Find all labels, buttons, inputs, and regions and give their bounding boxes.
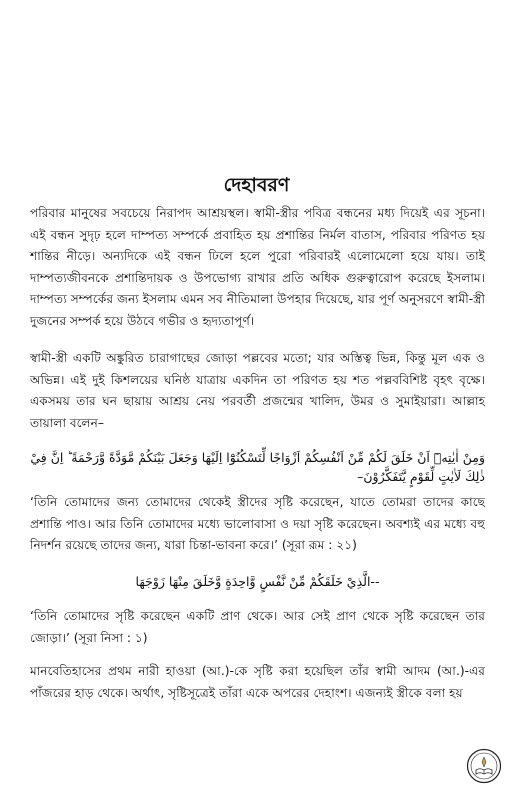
paragraph-intro: পরিবার মানুষের সবচেয়ে নিরাপদ আশ্রয়স্থল। স্বামী-স্ত্রীর পবিত্র বন্ধনের মধ্য দিয়েই এর সূচনা। এই বন্ধন সুদৃঢ় হলে দাম্পত্য সম্পর্কে প্রবাহিত হয় প্রশান্তির নির্মল বাতাস, পরিবার পরিণত হয় শান্তির নীড়ে। অন্যদিকে এই বন্ধন ঢিলে হলে পুরো পরিবারই এলোমেলো হয়ে যায়। তাই দাম্পত্যজীবনকে প্রশান্তিদায়ক ও উপভোগ্য রাখার প্রতি অধিক গুরুত্বারোপ করেছে ইসলাম। দাম্পত্য সম্পর্কের জন্য ইসলাম এমন সব নীতিমালা উপহার দিয়েছে, যার পূর্ণ অনুসরণে স্বামী-স্ত্রী দুজনের সম্পর্ক হয়ে উঠবে গভীর ও হৃদ্যতাপূর্ণ। — [30, 206, 485, 328]
quran-verse-rum: وَمِنْ اٰيٰتِهٖٓ اَنْ خَلَقَ لَكُمْ مِّنْ اَنْفُسِكُمْ اَزْوَاجًا لِّتَسْكُنُوْٓا اِلَيْهَا وَجَعَلَ بَيْنَكُمْ مَّوَدَّةً وَّرَحْمَةً ؕ اِنَّ فِيْ ذٰلِكَ لَاٰيٰتٍ لِّقَوْمٍ يَّتَفَكَّرُوْنَ– — [30, 450, 485, 484]
verse-translation-rum: ‘তিনি তোমাদের জন্য তোমাদের থেকেই স্ত্রীদের সৃষ্টি করেছেন, যাতে তোমরা তাদের কাছে প্রশান্তি পাও। আর তিনি তোমাদের মধ্যে ভালোবাসা ও দয়া সৃষ্টি করেছেন। অবশ্যই এর মধ্যে বহু নিদর্শন রয়েছে তাদের জন্য, যারা চিন্তা-ভাবনা করে।’ (সূরা রূম : ২১) — [30, 495, 485, 552]
page-title: দেহাবরণ — [223, 174, 290, 196]
quran-verse-nisa: --الَّذِيْ خَلَقَكُمْ مِّنْ نَّفْسٍ وَّاحِدَةٍ وَّخَلَقَ مِنْهَا زَوْجَهَا — [135, 574, 380, 589]
paragraph-metaphor: স্বামী-স্ত্রী একটি অঙ্কুরিত চারাগাছের জোড়া পল্লবের মতো; যার অস্তিত্ব ভিন্ন, কিন্তু মূল এক ও অভিন্ন। এই দুই কিশলয়ের ঘনিষ্ঠ যাত্রায় একদিন তা পরিণত হয় শত পল্লববিশিষ্ট বৃহৎ বৃক্ষে। একসময় তার ঘন ছায়ায় আশ্রয় নেয় পরবর্তী প্রজন্মের খালিদ, উমর ও সুমাইয়ারা। আল্লাহ তায়ালা বলেন– — [30, 351, 485, 430]
publisher-logo-icon — [466, 748, 502, 784]
verse-translation-nisa: ‘তিনি তোমাদের সৃষ্টি করেছেন একটি প্রাণ থেকে। আর সেই প্রাণ থেকে সৃষ্টি করেছেন তার জোড়া।’ (সূরা নিসা : ১) — [30, 609, 485, 645]
paragraph-creation: মানবেতিহাসের প্রথম নারী হাওয়া (আ.)-কে সৃষ্টি করা হয়েছিল তাঁর স্বামী আদম (আ.)-এর পাঁজরের হাড় থেকে। অর্থাৎ, সৃষ্টিসূত্রেই তাঁরা একে অপরের দেহাংশ। এজন্যই স্ত্রীকে বলা হয় — [30, 664, 485, 700]
